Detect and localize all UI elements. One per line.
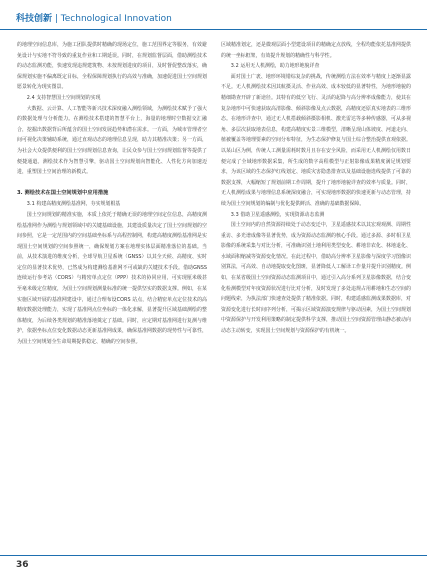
- section-name-en: Technological Innovation: [60, 14, 172, 24]
- page-number: 36: [16, 560, 29, 570]
- footer-divider: [0, 555, 427, 556]
- paragraph: 区域精准划定，还是微观层面小型建设项目的精确定点放线，全程均能依托基准网提供的统一坐标框架，有效提升规划的精确性与科学性。: [221, 42, 411, 59]
- header-divider: [0, 29, 427, 30]
- paragraph: 国土空间规划的精准实施，本质上依托于精确无误的地理空间定位信息，高精度测绘基准网作为测绘与规划领域中的关键基础设施，其建设质量决定了国土空间规划的空间参照，它是一定范围内的空间基础坐标系与高程控制网，构建高精度测绘基准网是实现国土空间规划的空间参照统一，确保规划方案在地理实体层面精准落位的基础。当前，从技术演进的维度分析，全球导航卫星系统（GNSS）以其全天候、高精度、实时定位的显著技术优势，已然成为构建测绘基准网不可或缺的关键技术手段。借助GNSS 连续运行参考站（CORS）与精密单点定位（PPP）技术的协同应用，可实现厘米级甚至毫米级定位精度，为国土空间规划测量标准的统一提供坚实的数据支撑。例如，在某实施区域开展的基准网建设中，通过合理布设CORS 站点，结合精密单点定位技术的高精度数据处理能力，实现了基准网点位坐标的一体化求解，显著提升区域基础测绘的整体精度，为后续各类规划的精准落地奠定了基础。同时，应定期对基准网进行复测与维护，依据坐标点位变化数据动态更新基准网成果，确保基准网数据的现势性与可靠性，为国土空间规划全生命周期提供稳定、精确的空间参照。: [17, 211, 207, 346]
- running-head: [16, 11, 172, 24]
- subsection-heading: 2.4 支持智慧国土空间规划的实现: [26, 94, 101, 101]
- header-separator: |: [52, 14, 61, 24]
- paragraph: 大数据、云计算、人工智能等新兴技术深度融入测绘领域，为测绘技术赋予了强大的数据处理与分析能力。在测绘技术搭建的智慧平台上，海量的地理时空数据交汇融合，挖掘出数据背后所蕴含的国土空间发展趋势和潜在需求。一方面，为城市管理者空间可视化决策辅助系统，通过直观动态的地理信息呈现，助力其精准决策；另一方面，为社会大众提供便利的国土空间规划信息查询，让民众参与国土空间规划监督等提供了便捷通道。测绘技术作为智慧引擎，驱动国土空间规划向智能化、人性化方向加速迈进，重塑国土空间治理的新模式。: [17, 105, 207, 176]
- section-gap: [17, 178, 207, 189]
- page-header: [0, 0, 427, 38]
- subsection-heading: 3.3 借助卫星遥感测绘，实现资源动态监测: [230, 211, 325, 218]
- paragraph: 的地理空间信息库，为施工团队提供时精确的现场定位，施工范围界定等服务，有效避免设计与实地不符导致的重复作业和工期延误。同时，在规划监督层面，借助测绘技术的动态监测功能，快速发现违规建筑物、未按规划进度的项目，及时督促整改落实，确保规划实施不偏离既定目标，全程保障规划执行的高效与准确，加速促进国土空间规划愿景转化为现实图景。: [17, 42, 207, 91]
- subsection-heading: 3.1 构建高精度测绘基准网，夯实规划根基: [26, 201, 121, 208]
- paragraph: 国土空间内的自然资源持续处于动态变迁中，卫星遥感技术以其宏观观测、周期性重访、多光谱成像等显著优势，成为资源动态监测的核心手段。通过多源、多时相卫星影像的系统采集与对比分析，可准确识别土地利用类型变化、耕地非农化、林地退化、水域面积缩减等资源变化情况。在此过程中，借助高分辨率卫星影像与深度学习图像识别算法，可高效、自动地提取变化图斑，显著降低人工解译工作量并提升识别精度。例如，在某省级国土空间资源动态监测项目中，通过引入高分系列卫星影像数据，结合变化检测模型对年度资源状况进行比对分析，及时发现了多处违规占用耕地和生态空间的问题线索，为执法部门快速查处提供了精准依据。同时，构建遥感监测成果数据库，对资源变化进行长时间序列分析，可揭示区域资源演变规律与驱动因素，为国土空间规划中资源保护与开发利用策略的制定提供科学支撑，推动国土空间资源管理由静态被动向动态主动转变，实现国土空间规划与资源保护的有机统一。: [221, 222, 411, 335]
- section-heading: 3. 测绘技术在国土空间规划中应用措施: [17, 190, 109, 197]
- section-name-cn: 科技创新: [16, 14, 53, 24]
- paragraph: 面对国土广袤、地形环境错综复杂的挑战，传统测绘方法在效率与精度上逐渐显露不足。无人机测绘技术因其航摄灵活、作业高效、成本较低的显著特性，为地形地貌的精细勘查开辟了新途径。其特有的低空飞行、灵活的起降与高分辨率成像能力，使其在复杂地形中可快速获取高清影像、倾斜影像及点云数据，高精度还原真实地表的三维形态。在地形详查中，通过无人机搭载倾斜摄影相机、激光雷达等多种传感器，可从多视角、多层次获取地表信息，构建高精度实景三维模型，清晰呈现山体坡度、河道走向、植被覆盖等地理要素的空间分布特征，为生态保护修复与国土综合整治提供直观依据。以某山区为例，传统人工测量需耗时数月且存在安全风险，而采用无人机测绘仅用数日便完成了全域地形数据采集，所生成的数字高程模型与正射影像成果精度满足规划要求，为该区域的生态保护红线划定、地质灾害隐患排查以及基础设施选线提供了可靠的数据支撑，大幅缩短了规划前期工作周期，提升了地形地貌详查的效率与质量。同时，无人机测绘成果与地理信息系统深度融合，可实现地形数据的快速更新与动态管理，持续为国土空间规划的编制与优化提供鲜活、准确的基础数据保障。: [221, 73, 411, 207]
- left-column: [17, 40, 207, 348]
- subsection-heading: 3.2 运用无人机测绘，助力地形地貌详查: [230, 63, 320, 70]
- right-column: [221, 40, 411, 337]
